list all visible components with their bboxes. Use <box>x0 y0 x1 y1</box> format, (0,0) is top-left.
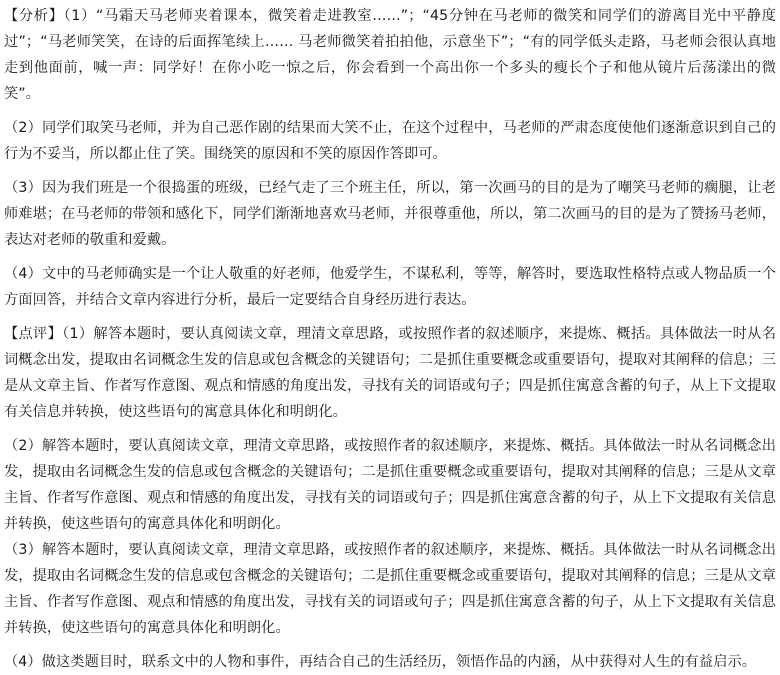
comment-paragraph-2: （2）解答本题时，要认真阅读文章，理清文章思路，或按照作者的叙述顺序，来提炼、概括。具体做法一时从名词概念出发，提取由名词概念生发的信息或包含概念的关键语句；二是抓住重要概念或重要语句，提取对其阐释的信息；三是从文章主旨、作者写作意图、观点和情感的角度出发，寻找有关的词语或句子；四是抓住寓意含蓄的句子，从上下文提取有关信息并转换，使这些语句的寓意具体化和明朗化。 <box>4 438 776 532</box>
paragraph-spacer <box>4 641 776 649</box>
comment-paragraph-3: （3）解答本题时，要认真阅读文章，理清文章思路，或按照作者的叙述顺序，来提炼、概括。具体做法一时从名词概念出发，提取由名词概念生发的信息或包含概念的关键语句；二是抓住重要概念或重要语句，提取对其阐释的信息；三是从文章主旨、作者写作意图、观点和情感的角度出发，寻找有关的词语或句子；四是抓住寓意含蓄的句子，从上下文提取有关信息并转换，使这些语句的寓意具体化和明朗化。 <box>4 542 776 636</box>
paragraph-spacer <box>4 167 776 175</box>
paragraph-spacer <box>4 313 776 321</box>
paragraph-spacer <box>4 425 776 433</box>
paragraph-spacer <box>4 107 776 115</box>
comment-paragraph-1: 【点评】（1）解答本题时，要认真阅读文章，理清文章思路，或按照作者的叙述顺序，来提炼、概括。具体做法一时从名词概念出发，提取由名词概念生发的信息或包含概念的关键语句；二是抓住重要概念或重要语句，提取对其阐释的信息；三是从文章主旨、作者写作意图、观点和情感的角度出发，寻找有关的词语或句子；四是抓住寓意含蓄的句子，从上下文提取有关信息并转换，使这些语句的寓意具体化和明朗化。 <box>4 326 776 420</box>
paragraph-spacer <box>4 253 776 261</box>
analysis-paragraph-4: （4）文中的马老师确实是一个让人敬重的好老师，他爱学生，不谋私利，等等，解答时，要选取性格特点或人物品质一个方面回答，并结合文章内容进行分析，最后一定要结合自身经历进行表达。 <box>4 266 776 308</box>
analysis-paragraph-2: （2）同学们取笑马老师，并为自己恶作剧的结果而大笑不止，在这个过程中，马老师的严肃态度使他们逐渐意识到自己的行为不妥当，所以都止住了笑。围绕笑的原因和不笑的原因作答即可。 <box>4 120 776 162</box>
analysis-paragraph-3: （3）因为我们班是一个很捣蛋的班级，已经气走了三个班主任，所以，第一次画马的目的是为了嘲笑马老师的瘸腿，让老师难堪；在马老师的带领和感化下，同学们渐渐地喜欢马老师，并很尊重他，所以，第二次画马的目的是为了赞扬马老师，表达对老师的敬重和爱戴。 <box>4 180 776 248</box>
analysis-paragraph-1: 【分析】（1）“马霜天马老师夹着课本，微笑着走进教室……”；“45分钟在马老师的微笑和同学们的游离目光中平静度过”；“马老师笑笑，在诗的后面挥笔续上…… 马老师微笑着拍拍他，示意坐下”；“有的同学低头走路，马老师会很认真地走到他面前，喊一声：同学好！在你小吃一惊之后，你会看到一个高出你一个多头的瘦长个子和他从镜片后荡漾出的微笑”。 <box>4 8 776 102</box>
comment-paragraph-4: （4）做这类题目时，联系文中的人物和事件，再结合自己的生活经历，领悟作品的内涵，从中获得对人生的有益启示。 <box>4 654 757 670</box>
